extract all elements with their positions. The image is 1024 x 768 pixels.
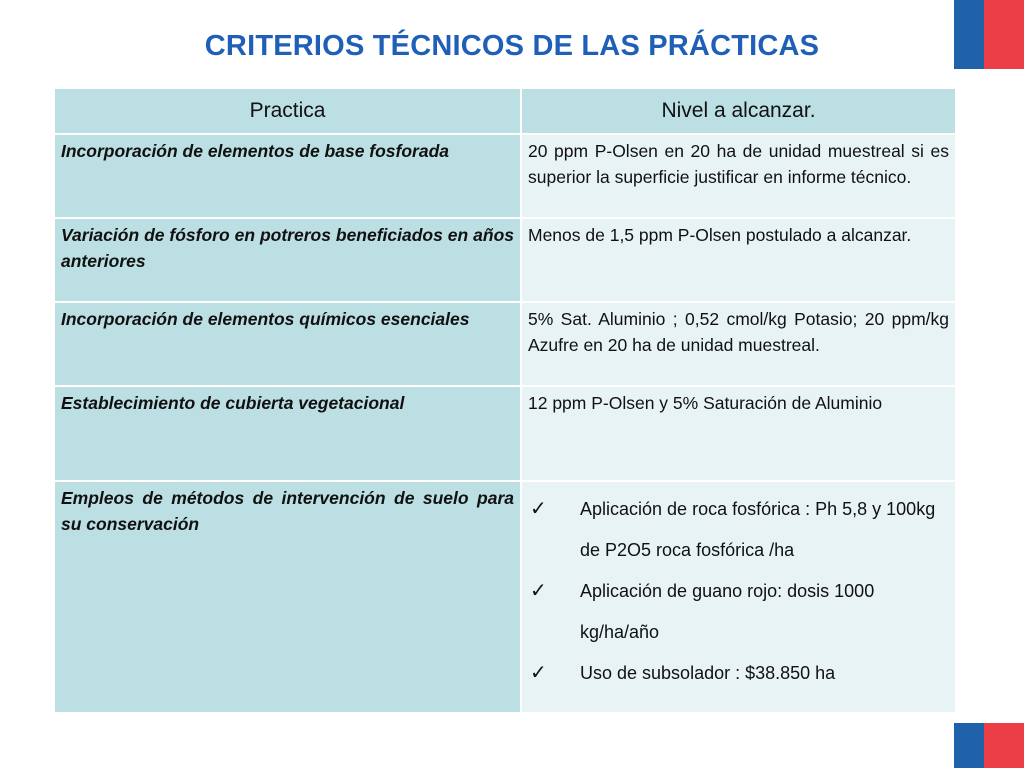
- checklist-item: [528, 571, 949, 653]
- practica-cell: Incorporación de elementos químicos esenciales: [54, 302, 521, 386]
- nivel-cell: 5% Sat. Aluminio ; 0,52 cmol/kg Potasio; 20 ppm/kg Azufre en 20 ha de unidad muestreal.: [521, 302, 956, 386]
- checklist-item-text: Aplicación de roca fosfórica : Ph 5,8 y 100kg de P2O5 roca fosfórica /ha: [580, 499, 936, 560]
- table-row: [54, 481, 956, 713]
- check-icon: ✓: [530, 580, 547, 602]
- checklist-item-text: Uso de subsolador : $38.850 ha: [580, 663, 836, 683]
- practica-cell: Incorporación de elementos de base fosforada: [54, 134, 521, 218]
- table-row: [54, 134, 956, 218]
- practica-cell: Empleos de métodos de intervención de suelo para su conservación: [54, 481, 521, 713]
- check-icon: ✓: [530, 662, 547, 684]
- header-practica: Practica: [54, 88, 521, 134]
- checklist-item: [528, 489, 949, 571]
- nivel-cell: 12 ppm P-Olsen y 5% Saturación de Aluminio: [521, 386, 956, 481]
- flag-blue-bar: [954, 723, 984, 768]
- criteria-table: [53, 87, 957, 714]
- flag-decoration-bottom: [954, 723, 1024, 768]
- table-row: [54, 302, 956, 386]
- nivel-checklist: [528, 489, 949, 694]
- table-row: [54, 218, 956, 302]
- nivel-cell: Menos de 1,5 ppm P-Olsen postulado a alcanzar.: [521, 218, 956, 302]
- header-nivel: Nivel a alcanzar.: [521, 88, 956, 134]
- table-row: [54, 386, 956, 481]
- practica-cell: Variación de fósforo en potreros beneficiados en años anteriores: [54, 218, 521, 302]
- checklist-item: [528, 653, 949, 694]
- table-header-row: [54, 88, 956, 134]
- flag-red-bar: [984, 723, 1024, 768]
- nivel-cell: 20 ppm P-Olsen en 20 ha de unidad muestreal si es superior la superficie justificar en informe técnico.: [521, 134, 956, 218]
- check-icon: ✓: [530, 498, 547, 520]
- slide-title: CRITERIOS TÉCNICOS DE LAS PRÁCTICAS: [204, 30, 820, 62]
- practica-cell: Establecimiento de cubierta vegetacional: [54, 386, 521, 481]
- checklist-item-text: Aplicación de guano rojo: dosis 1000 kg/ha/año: [580, 581, 875, 642]
- nivel-cell: [521, 481, 956, 713]
